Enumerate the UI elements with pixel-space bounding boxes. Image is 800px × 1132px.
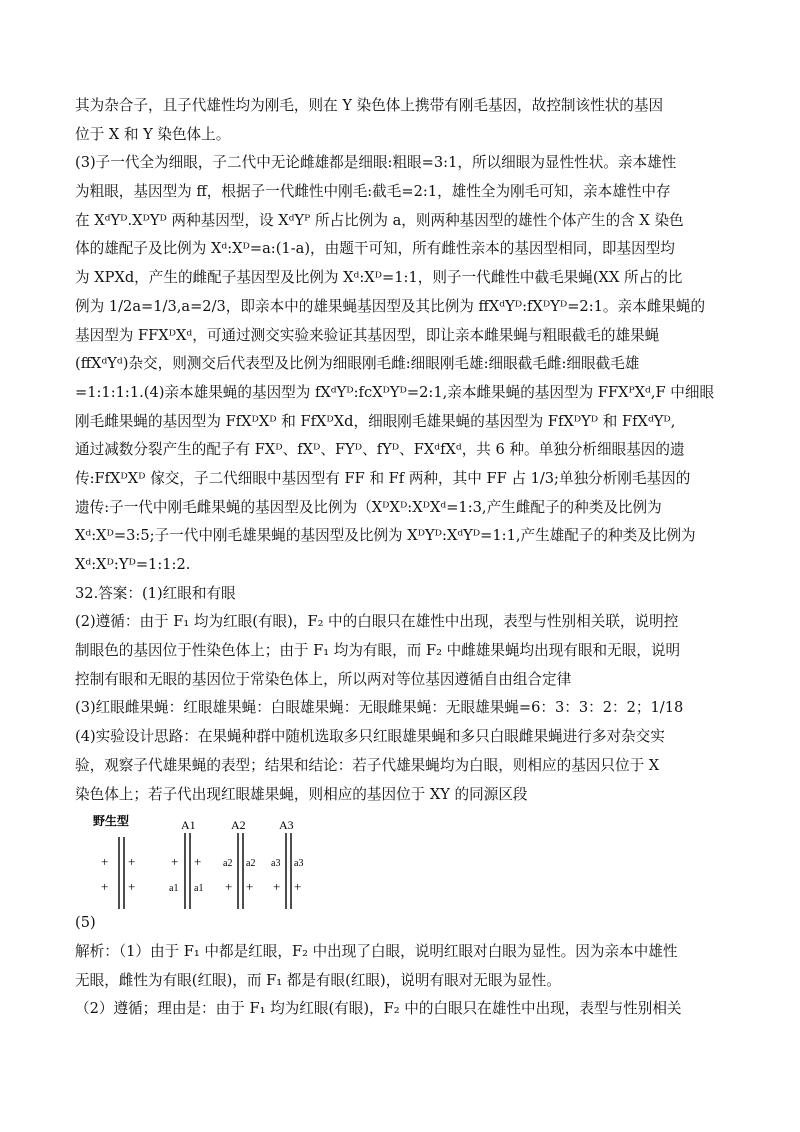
text-line: 位于 X 和 Y 染色体上。	[75, 125, 231, 143]
allele-label: +	[128, 854, 136, 870]
allele-label: a2	[246, 858, 256, 870]
allele-label: a3	[271, 858, 281, 870]
wild-type-label: 野生型	[93, 814, 130, 829]
text-line: 在 XᵈYᴰ.XᴰYᴰ 两种基因型，设 XᵈYᴾ 所占比例为 a，则两种基因型的雄性个体产生的含 X 染色	[75, 211, 684, 229]
text-line: 无眼，雌性为有眼(红眼)，而 F₁ 都是有眼(红眼)，说明有眼对无眼为显性。	[75, 971, 561, 989]
item-5-label: (5)	[75, 914, 96, 932]
chromosome-figure	[87, 811, 347, 909]
allele-label: +	[294, 879, 302, 895]
allele-label: a3	[294, 858, 304, 870]
allele-label: a2	[223, 858, 233, 870]
text-line: 遗传:子一代中刚毛雌果蝇的基因型及比例为（XᴰXᴰ:XᴰXᵈ=1:3,产生雌配子的种类及比例为	[75, 498, 662, 516]
text-line: Xᵈ:Xᴰ:Yᴰ=1:1:2.	[75, 556, 191, 573]
allele-label: +	[171, 854, 179, 870]
allele-label: +	[128, 879, 136, 895]
text-line: 制眼色的基因位于性染色体上；由于 F₁ 均为有眼，而 F₂ 中雌雄果蝇均出现有眼和无眼，说明	[75, 642, 681, 660]
text-line: 体的雄配子及比例为 Xᵈ:Xᴰ=a:(1-a)，由题干可知，所有雌性亲本的基因型相同，即基因型均	[75, 240, 675, 258]
allele-label: +	[194, 854, 202, 870]
text-line: 控制有眼和无眼的基因位于常染色体上，所以两对等位基因遵循自由组合定律	[75, 670, 572, 688]
allele-label: a1	[194, 883, 204, 895]
chromosome-pair-a3	[271, 818, 303, 909]
group-label-a3: A3	[279, 818, 294, 833]
text-line: 验，观察子代雄果蝇的表型；结果和结论：若子代雄果蝇均为白眼，则相应的基因只位于 X	[75, 756, 660, 774]
text-line: Xᵈ:Xᴰ=3:5;子一代中刚毛雄果蝇的基因型及比例为 XᴰYᴰ:XᵈYᴰ=1:1,产生雄配子的种类及比例为	[75, 527, 696, 545]
text-line: 解析：（1）由于 F₁ 中都是红眼，F₂ 中出现了白眼，说明红眼对白眼为显性。因为亲本中雄性	[75, 942, 678, 960]
text-line: 其为杂合子，且子代雄性均为刚毛，则在 Y 染色体上携带有刚毛基因，故控制该性状的基因	[75, 97, 664, 114]
allele-label: +	[225, 879, 233, 895]
answer-text-block	[75, 92, 735, 809]
explanation-text-block	[75, 938, 735, 1024]
chromosome-pair-a2	[223, 818, 255, 909]
allele-label: +	[101, 879, 109, 895]
text-line: (3)子一代全为细眼，子二代中无论雌雄都是细眼:粗眼=3:1，所以细眼为显性性状。亲本雄性	[75, 154, 677, 172]
chromosome-pair-a1	[169, 818, 203, 909]
allele-label: a1	[169, 883, 179, 895]
text-line: 传:FfXᴰXᴰ 傢交，子二代细眼中基因型有 FF 和 Ff 两种，其中 FF 占 1/3;单独分析刚毛基因的	[75, 469, 691, 487]
text-line: =1:1:1:1.(4)亲本雄果蝇的基因型为 fXᵈYᴰ:fcXᴰYᴰ=2:1,亲本雌果蝇的基因型为 FFXᴾXᵈ,F 中细眼	[75, 383, 715, 401]
text-line: 为粗眼，基因型为 ff，根据子一代雌性中刚毛:截毛=2:1，雄性全为刚毛可知，亲本雄性中存	[75, 183, 671, 201]
chromosome-diagram	[75, 811, 735, 909]
allele-label: +	[273, 879, 281, 895]
text-line: 基因型为 FFXᴰXᵈ，可通过测交实验来验证其基因型，即让亲本雌果蝇与粗眼截毛的雄果蝇	[75, 326, 660, 344]
text-line: （2）遵循；理由是：由于 F₁ 均为红眼(有眼)，F₂ 中的白眼只在雄性中出现，表型与性别相关	[75, 1000, 682, 1018]
text-line: (3)红眼雌果蝇：红眼雄果蝇：白眼雄果蝇：无眼雌果蝇：无眼雄果蝇=6：3：3：2：2；1/18	[75, 699, 684, 717]
allele-label: +	[246, 879, 254, 895]
text-line: (2)遵循：由于 F₁ 均为红眼(有眼)，F₂ 中的白眼只在雄性中出现，表型与性别相关联，说明控	[75, 613, 679, 631]
allele-label: +	[101, 854, 109, 870]
text-line: 32.答案：(1)红眼和有眼	[75, 584, 236, 602]
group-label-a2: A2	[231, 818, 246, 833]
text-line: (4)实验设计思路：在果蝇种群中随机选取多只红眼雄果蝇和多只白眼雌果蝇进行多对杂交实	[75, 728, 665, 746]
document-page	[75, 92, 735, 1024]
text-line: 刚毛雌果蝇的基因型为 FfXᴰXᴰ 和 FfXᴰXd，细眼刚毛雄果蝇的基因型为 FfXᴰYᴰ 和 FfXᵈYᴰ,	[75, 412, 676, 430]
text-line: (ffXᵈYᵈ)杂交，则测交后代表型及比例为细眼刚毛雌:细眼刚毛雄:细眼截毛雌:细眼截毛雄	[75, 355, 640, 373]
text-line: 例为 1/2a=1/3,a=2/3，即亲本中的雄果蝇基因型及其比例为 ffXᵈYᴰ:fXᴰYᴰ=2:1。亲本雌果蝇的	[75, 297, 706, 315]
chromosome-pair-wild	[101, 837, 135, 909]
text-line: 染色体上；若子代出现红眼雄果蝇，则相应的基因位于 XY 的同源区段	[75, 785, 528, 803]
group-label-a1: A1	[181, 818, 196, 833]
text-line: 为 XPXd，产生的雌配子基因型及比例为 Xᵈ:Xᴰ=1:1，则子一代雌性中截毛果蝇(XX 所占的比	[75, 269, 683, 287]
text-line: 通过减数分裂产生的配子有 FXᴰ、fXᴰ、FYᴰ、fYᴰ、FXᵈfXᵈ，共 6 种。单独分析细眼基因的遗	[75, 441, 685, 459]
